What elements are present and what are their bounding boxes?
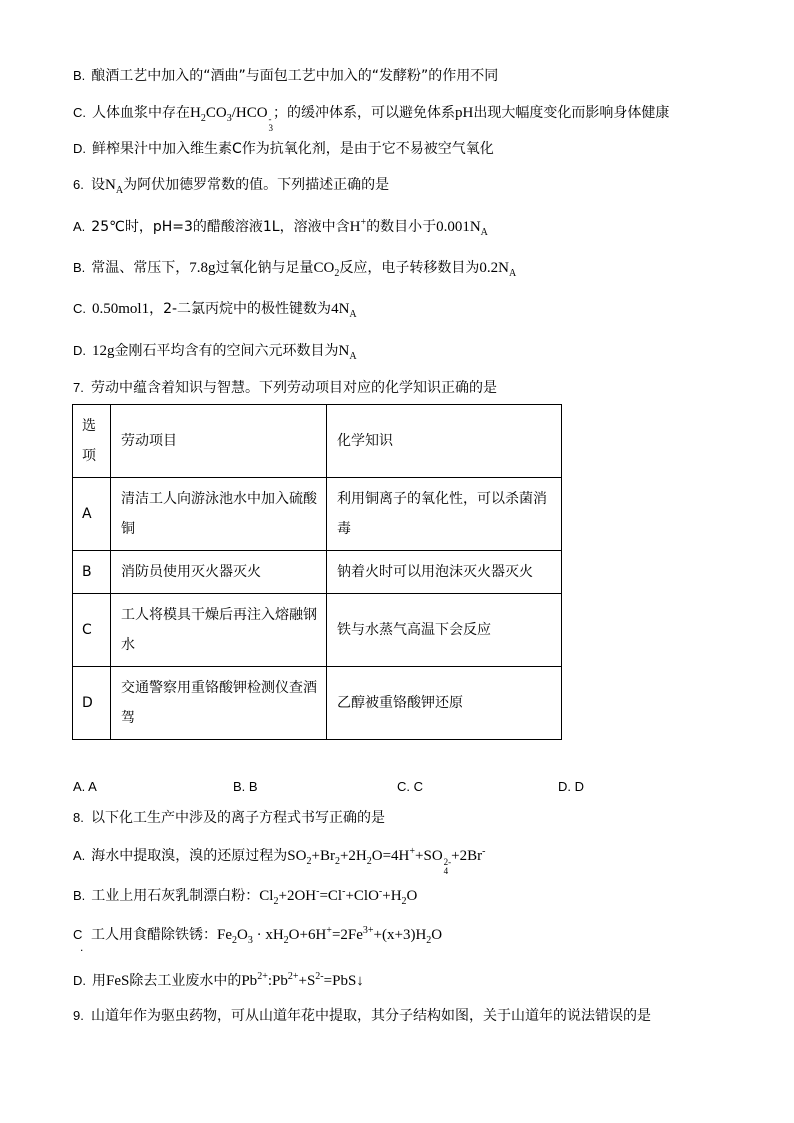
formula-text: +Br — [311, 848, 335, 864]
text-run: 鲜榨果汁中加入维生素C作为抗氧化剂，是由于它不易被空气氧化 — [92, 141, 494, 157]
option-label-dot: . — [80, 940, 84, 954]
subscript: 2 — [426, 935, 432, 946]
answer-choice-d: D. D — [558, 779, 584, 794]
table-row — [73, 551, 562, 594]
text-run: 除去工业废水中的 — [129, 973, 242, 989]
subscript: 2 — [273, 896, 279, 907]
formula-text: Fe — [217, 927, 232, 943]
superscript: - — [378, 886, 383, 897]
q5-option-d — [73, 139, 494, 159]
table-row — [73, 478, 562, 551]
table-header-row — [73, 405, 562, 478]
formula-text: /HCO — [231, 105, 268, 121]
table-cell-task: 交通警察用重铬酸钾检测仪查酒驾 — [111, 667, 327, 740]
q8-option-d — [73, 971, 364, 991]
superscript: - — [268, 114, 272, 124]
formula-text: 12g — [92, 343, 115, 359]
formula-text: =Cl — [319, 888, 343, 904]
subscript: A — [480, 227, 488, 238]
text-run: 用 — [92, 973, 106, 989]
table-cell-task: 工人将模具干燥后再注入熔融钢水 — [111, 594, 327, 667]
formula-text: N — [105, 177, 116, 193]
subscript: 2 — [283, 935, 289, 946]
question-number: 8. — [73, 810, 84, 825]
formula-text: +H — [382, 888, 402, 904]
formula-text: =2Fe — [331, 927, 363, 943]
table-header-option: 选项 — [73, 405, 111, 478]
question-number: 6. — [73, 177, 84, 192]
subscript: 2 — [232, 935, 237, 946]
subscript: A — [115, 185, 124, 196]
text-run: 设 — [91, 177, 105, 193]
subscript: 2 — [334, 268, 340, 279]
table-cell-option: C — [73, 594, 111, 667]
superscript: 3+ — [362, 925, 374, 936]
superscript: - — [316, 886, 320, 897]
subscript: 2 — [401, 896, 407, 907]
text-run: 出现大幅度变化而影响身体健康 — [473, 105, 670, 121]
option-label: B. — [73, 68, 86, 83]
formula-text: pH — [455, 105, 474, 121]
table-cell-option: B — [73, 551, 111, 594]
option-label: D. — [73, 973, 86, 988]
table-row — [73, 667, 562, 740]
formula-text: +SO — [415, 848, 443, 864]
superscript: + — [409, 846, 416, 857]
formula-text: CO — [205, 105, 227, 121]
superscript: + — [360, 217, 367, 228]
formula-text: 0.001N — [436, 219, 481, 235]
question-stem — [91, 810, 385, 826]
text-run: 金刚石平均含有的空间六元环数目为 — [114, 343, 339, 359]
subscript: A — [349, 351, 357, 362]
subscript: 3 — [247, 935, 253, 946]
formula-text: +S — [298, 973, 316, 989]
option-text — [91, 260, 517, 279]
formula-text: O — [406, 888, 418, 904]
formula-text: · xH — [252, 927, 284, 943]
formula-text: +2Br — [451, 848, 483, 864]
answer-choice-b: B. B — [233, 779, 258, 794]
formula-text: N — [338, 343, 350, 359]
table-cell-knowledge: 利用铜离子的氧化性，可以杀菌消毒 — [327, 478, 562, 551]
option-text — [92, 301, 357, 320]
formula-text: :Pb — [267, 973, 288, 989]
question-stem — [91, 380, 497, 396]
text-run: 为阿伏加德罗常数的值。下列描述正确的是 — [123, 177, 390, 193]
option-label: D. — [73, 343, 86, 358]
formula-text: 0.50mol1 — [92, 301, 150, 317]
answer-choice-c: C. C — [397, 779, 423, 794]
option-letter: C — [73, 927, 83, 942]
superscript: + — [326, 925, 332, 936]
option-label: B. — [73, 260, 86, 275]
formula-text: Pb — [241, 973, 258, 989]
formula-text: 0.2N — [479, 260, 509, 276]
option-label — [73, 925, 85, 954]
subscript: 3 — [226, 113, 232, 124]
text-run: 过氧化钠与足量 — [215, 260, 314, 276]
table-cell-knowledge: 铁与水蒸气高温下会反应 — [327, 594, 562, 667]
answer-choice-a: A. A — [73, 779, 97, 794]
superscript: 2- — [315, 971, 324, 982]
text-run: 人体血浆中存在 — [92, 105, 190, 121]
q7-answer-choices — [0, 777, 794, 797]
formula-text: Cl — [259, 888, 274, 904]
option-label: C. — [73, 105, 86, 120]
question-number: 9. — [73, 1008, 84, 1023]
text-run: 以下化工生产中涉及的离子方程式书写正确的是 — [91, 810, 385, 826]
table-cell-option: A — [73, 478, 111, 551]
q5-option-c — [73, 103, 670, 133]
option-label: A. — [73, 219, 86, 234]
formula-text: +ClO — [345, 888, 379, 904]
option-label: C. — [73, 301, 86, 316]
question-number: 7. — [73, 380, 84, 395]
option-text — [92, 105, 670, 133]
subscript: 4 — [443, 866, 449, 876]
text-run: 山道年作为驱虫药物，可从山道年花中提取，其分子结构如图，关于山道年的说法错误的是 — [91, 1008, 651, 1024]
subscript: A — [349, 309, 357, 320]
q7-stem — [73, 378, 497, 398]
q9-stem — [73, 1006, 651, 1026]
subscript: 3 — [268, 123, 274, 133]
option-label: B. — [73, 888, 86, 903]
formula-text: H — [190, 105, 201, 121]
formula-text: O+6H — [288, 927, 327, 943]
option-text — [91, 217, 488, 238]
table-header-task: 劳动项目 — [111, 405, 327, 478]
formula-text: FeS — [106, 973, 130, 989]
formula-text: SO — [287, 848, 307, 864]
formula-text: CO — [313, 260, 335, 276]
table-row — [73, 594, 562, 667]
option-text — [92, 141, 494, 157]
table-cell-task: 消防员使用灭火器灭火 — [111, 551, 327, 594]
text-run: 的数目小于 — [366, 219, 437, 235]
subscript: 2 — [334, 856, 340, 867]
subscript: 2 — [200, 113, 206, 124]
q8-stem — [73, 808, 385, 828]
table-cell-option: D — [73, 667, 111, 740]
q8-option-c — [73, 925, 443, 954]
formula-text: O — [237, 927, 248, 943]
formula-text: 4N — [331, 301, 350, 317]
text-run: 常温、常压下， — [91, 260, 190, 276]
q6-option-c — [73, 299, 357, 319]
formula-text: 7.8g — [189, 260, 216, 276]
text-run: 工业上用石灰乳制漂白粉： — [91, 888, 260, 904]
subscript: 2 — [366, 856, 372, 867]
table-cell-knowledge: 乙醇被重铬酸钾还原 — [327, 667, 562, 740]
option-label: D. — [73, 141, 86, 156]
q5-option-b — [73, 66, 498, 86]
formula-text: +2H — [339, 848, 367, 864]
subscript: 2 — [306, 856, 312, 867]
q6-stem — [73, 175, 389, 195]
text-run: ；的缓冲体系，可以避免体系 — [273, 105, 456, 121]
q6-option-b — [73, 258, 516, 278]
text-run: 劳动中蕴含着知识与智慧。下列劳动项目对应的化学知识正确的是 — [91, 380, 497, 396]
question-stem — [91, 177, 390, 196]
option-label: A. — [73, 848, 86, 863]
formula-text: +(x+3)H — [373, 927, 427, 943]
text-run: 工人用食醋除铁锈： — [91, 927, 217, 943]
option-text — [92, 973, 364, 989]
text-run: 25℃时，pH=3的醋酸溶液1L，溶液中含 — [91, 219, 350, 235]
table-header-knowledge: 化学知识 — [327, 405, 562, 478]
option-text — [92, 343, 357, 362]
option-text — [91, 925, 443, 946]
q6-option-d — [73, 341, 357, 361]
superscript: - — [482, 846, 486, 857]
superscript: 2- — [443, 857, 452, 867]
q8-option-b — [73, 886, 417, 906]
text-run: 酿酒工艺中加入的“酒曲”与面包工艺中加入的“发酵粉”的作用不同 — [91, 68, 499, 84]
superscript: 2+ — [287, 971, 299, 982]
formula-text: O — [431, 927, 443, 943]
superscript: - — [342, 886, 346, 897]
option-text — [91, 886, 418, 907]
labor-knowledge-table — [72, 404, 562, 740]
formula-text: +2OH — [278, 888, 317, 904]
q6-option-a — [73, 217, 488, 237]
superscript: 2+ — [257, 971, 268, 982]
question-stem — [91, 1008, 651, 1024]
option-text — [91, 68, 498, 84]
formula-text: H — [349, 219, 361, 235]
text-run: ，2-二氯丙烷中的极性键数为 — [149, 301, 332, 317]
q8-option-a — [73, 846, 486, 876]
table-cell-knowledge: 钠着火时可以用泡沫灭火器灭火 — [327, 551, 562, 594]
table-cell-task: 清洁工人向游泳池水中加入硫酸铜 — [111, 478, 327, 551]
formula-text: O=4H — [371, 848, 410, 864]
text-run: 反应，电子转移数目为 — [339, 260, 480, 276]
option-text — [91, 846, 486, 876]
formula-text: =PbS↓ — [323, 973, 364, 989]
text-run: 海水中提取溴，溴的还原过程为 — [91, 848, 288, 864]
subscript: A — [508, 268, 517, 279]
